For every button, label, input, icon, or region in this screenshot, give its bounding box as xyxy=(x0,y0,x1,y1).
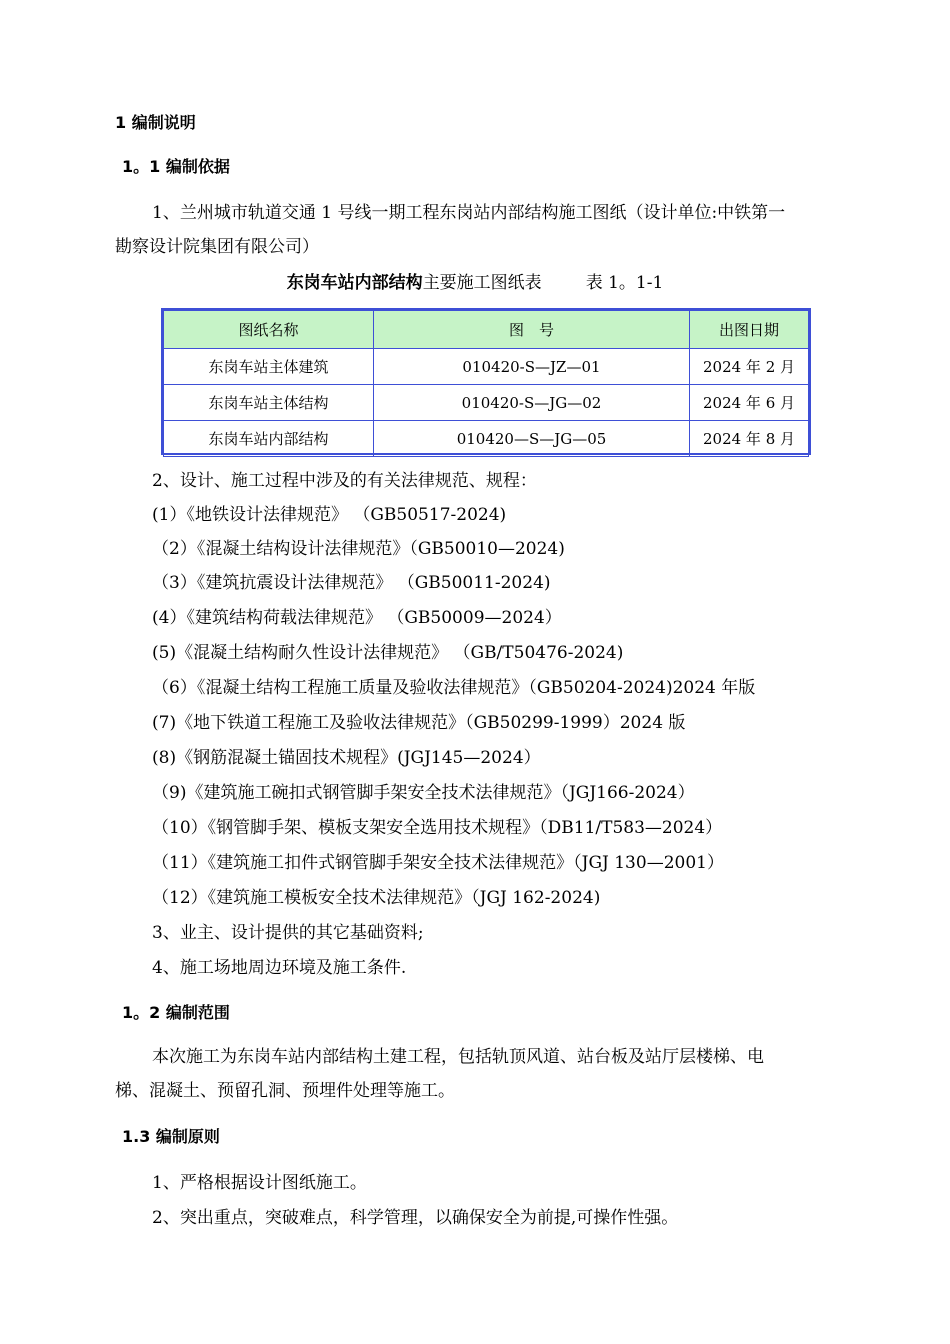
norm-item: （11）《建筑施工扣件式钢管脚手架安全技术法律规范》（JGJ 130—2001） xyxy=(152,853,724,873)
table-caption-text: 主要施工图纸表 xyxy=(422,273,542,293)
drawings-table xyxy=(161,308,811,455)
table-cell: 东岗车站主体结构 xyxy=(164,385,374,421)
principle-2: 2、突出重点，突破难点，科学管理，以确保安全为前提,可操作性强。 xyxy=(152,1208,679,1228)
norm-item: (5)《混凝土结构耐久性设计法律规范》 （GB/T50476-2024) xyxy=(152,643,624,663)
norm-item: (1）《地铁设计法律规范》 （GB50517-2024) xyxy=(152,505,507,525)
table-cell: 010420-S—JZ—01 xyxy=(374,349,690,385)
paragraph-3: 3、业主、设计提供的其它基础资料; xyxy=(152,923,424,943)
table-cell: 东岗车站主体建筑 xyxy=(164,349,374,385)
section-heading-1-1: 1。1 编制依据 xyxy=(122,157,230,176)
table-cell: 2024 年 2 月 xyxy=(690,349,809,385)
norm-item: （10）《钢管脚手架、模板支架安全选用技术规程》（DB11/T583—2024） xyxy=(152,818,723,838)
table-cell: 2024 年 8 月 xyxy=(690,421,809,457)
table-caption xyxy=(0,272,950,294)
table-header-cell: 图 号 xyxy=(374,311,690,349)
table-header-row xyxy=(164,311,809,349)
table-cell: 2024 年 6 月 xyxy=(690,385,809,421)
paragraph-4: 4、施工场地周边环境及施工条件. xyxy=(152,958,407,978)
table-cell: 010420-S—JG—02 xyxy=(374,385,690,421)
section-heading-1-3: 1.3 编制原则 xyxy=(122,1127,220,1146)
table-cell: 东岗车站内部结构 xyxy=(164,421,374,457)
norm-item: (8)《钢筋混凝土锚固技术规程》(JGJ145—2024） xyxy=(152,748,541,768)
section-heading-1-2: 1。2 编制范围 xyxy=(122,1003,230,1022)
table-row xyxy=(164,349,809,385)
table-number: 表 1。1-1 xyxy=(585,273,664,293)
table-header-cell: 出图日期 xyxy=(690,311,809,349)
paragraph-2: 2、设计、施工过程中涉及的有关法律规范、规程： xyxy=(152,471,537,491)
section-heading-1: 1 编制说明 xyxy=(115,113,196,132)
table-caption-bold: 东岗车站内部结构 xyxy=(286,273,423,293)
table-header-cell: 图纸名称 xyxy=(164,311,374,349)
norm-item: (4）《建筑结构荷载法律规范》 （GB50009—2024） xyxy=(152,608,562,628)
table-cell: 010420—S—JG—05 xyxy=(374,421,690,457)
paragraph-1-line-1: 1、兰州城市轨道交通 1 号线一期工程东岗站内部结构施工图纸（设计单位:中铁第一 xyxy=(152,203,786,223)
norm-item: （6）《混凝土结构工程施工质量及验收法律规范》（GB50204-2024)2024 年版 xyxy=(152,678,756,698)
scope-line-2: 梯、混凝土、预留孔洞、预埋件处理等施工。 xyxy=(115,1081,455,1101)
norm-item: （3）《建筑抗震设计法律规范》 （GB50011-2024) xyxy=(152,573,551,593)
norm-item: （2）《混凝土结构设计法律规范》（GB50010—2024) xyxy=(152,539,565,559)
norm-item: （9)《建筑施工碗扣式钢管脚手架安全技术法律规范》（JGJ166-2024） xyxy=(152,783,695,803)
principle-1: 1、严格根据设计图纸施工。 xyxy=(152,1173,367,1193)
table-row xyxy=(164,385,809,421)
paragraph-1-line-2: 勘察设计院集团有限公司） xyxy=(115,237,319,257)
table-row xyxy=(164,421,809,457)
norm-item: （12）《建筑施工模板安全技术法律规范》（JGJ 162-2024) xyxy=(152,888,601,908)
norm-item: (7)《地下铁道工程施工及验收法律规范》（GB50299-1999）2024 版 xyxy=(152,713,686,733)
scope-line-1: 本次施工为东岗车站内部结构土建工程，包括轨顶风道、站台板及站厅层楼梯、电 xyxy=(152,1047,764,1067)
